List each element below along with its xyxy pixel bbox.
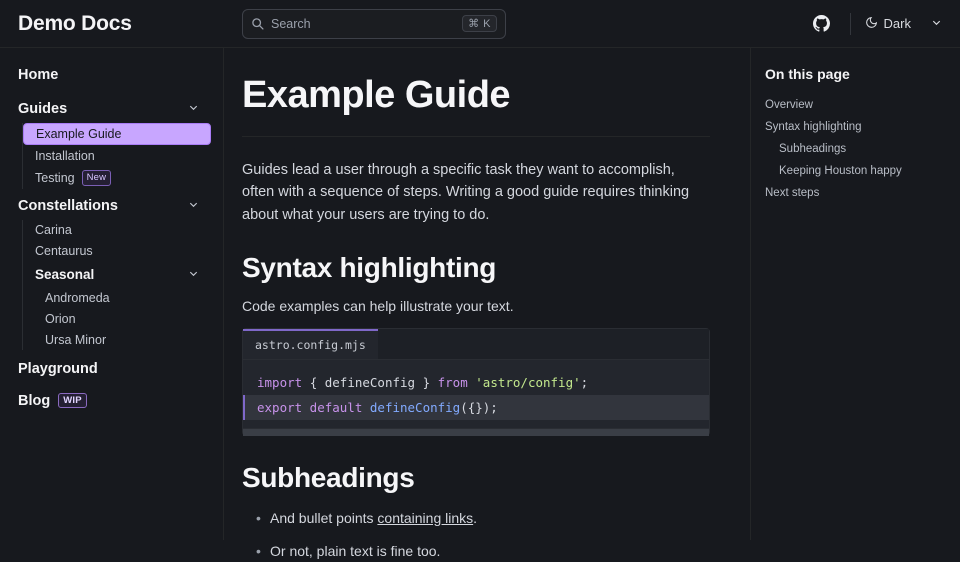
- sidebar-item-label: Blog: [18, 392, 51, 409]
- sidebar-item-carina[interactable]: [23, 220, 211, 240]
- sidebar-item-label: Andromeda: [45, 290, 110, 305]
- code-horizontal-scrollbar[interactable]: [243, 428, 709, 435]
- sidebar-group-constellations: [18, 193, 211, 350]
- page-body: [0, 48, 960, 560]
- sidebar: [0, 48, 224, 540]
- sidebar-item-label: Carina: [35, 222, 72, 237]
- sidebar-subgroup-items: [23, 288, 211, 350]
- toc-item-keeping-houston-happy[interactable]: Keeping Houston happy: [779, 165, 902, 178]
- sidebar-item-ursa-minor[interactable]: [23, 330, 211, 350]
- theme-label: Dark: [883, 16, 911, 31]
- sidebar-group-items: [22, 220, 211, 350]
- list-item-text-post: .: [473, 510, 478, 527]
- search-placeholder: Search: [271, 16, 311, 31]
- theme-selector[interactable]: [859, 12, 948, 36]
- search-shortcut-kbd: ⌘ K: [462, 15, 497, 32]
- toc-item-syntax-highlighting[interactable]: Syntax highlighting: [765, 121, 862, 134]
- sidebar-group-label: Guides: [18, 101, 68, 117]
- list-item-text: Or not, plain text is fine too.: [270, 543, 441, 560]
- sidebar-group-header-seasonal[interactable]: [23, 262, 211, 287]
- sidebar-item-home[interactable]: Home: [18, 67, 59, 83]
- sidebar-group-label: Constellations: [18, 197, 118, 214]
- code-line: import { defineConfig } from 'astro/config';: [257, 375, 589, 391]
- search-input[interactable]: [242, 9, 506, 39]
- github-icon[interactable]: [802, 0, 842, 48]
- main-content: [224, 48, 750, 560]
- moon-icon: [865, 16, 878, 32]
- sidebar-group-items: [22, 123, 211, 189]
- code-block: [242, 328, 710, 436]
- sidebar-item-label: Example Guide: [36, 127, 122, 141]
- chevron-down-icon: [188, 101, 199, 117]
- bullet-list: [242, 508, 710, 562]
- code-content: [243, 360, 709, 428]
- toc-item-overview[interactable]: Overview: [765, 99, 813, 111]
- sidebar-group-header-constellations[interactable]: [18, 193, 211, 219]
- sidebar-item-example-guide[interactable]: [23, 123, 211, 145]
- sidebar-item-installation[interactable]: [23, 146, 211, 166]
- inline-link[interactable]: containing links: [377, 510, 474, 527]
- sidebar-group-guides: [18, 96, 211, 189]
- search-container: [242, 9, 506, 39]
- header-divider: [850, 13, 851, 35]
- list-item-text: And bullet points: [270, 510, 378, 527]
- sidebar-item-playground[interactable]: [18, 356, 211, 382]
- chevron-down-icon: [931, 16, 942, 31]
- site-title[interactable]: Demo Docs: [18, 11, 132, 35]
- code-line-highlighted: export default defineConfig({});: [243, 395, 709, 420]
- sidebar-group-header-guides[interactable]: [18, 96, 211, 122]
- header-actions: [802, 0, 960, 47]
- chevron-down-icon: [188, 267, 199, 282]
- sidebar-item-blog[interactable]: [18, 388, 211, 414]
- table-of-contents: [750, 48, 960, 540]
- page-title: Example Guide: [242, 74, 710, 137]
- toc-title: On this page: [765, 66, 850, 82]
- intro-paragraph: Guides lead a user through a specific task they want to accomplish, often with a sequence of steps. Writing a good guide requires thinking about what your users are trying to do.: [242, 161, 690, 223]
- sidebar-item-orion[interactable]: [23, 309, 211, 329]
- heading-syntax-highlighting: Syntax highlighting: [242, 252, 497, 284]
- sidebar-item-label: Orion: [45, 311, 76, 326]
- search-icon: [251, 17, 264, 30]
- chevron-down-icon: [188, 198, 199, 214]
- top-header: [0, 0, 960, 48]
- code-tab-filename[interactable]: astro.config.mjs: [243, 329, 378, 359]
- sidebar-item-label: Ursa Minor: [45, 332, 107, 347]
- status-badge-wip: WIP: [58, 393, 87, 409]
- status-badge-new: New: [82, 170, 112, 186]
- sidebar-item-andromeda[interactable]: [23, 288, 211, 308]
- sidebar-item-centaurus[interactable]: [23, 241, 211, 261]
- sidebar-item-label: Playground: [18, 360, 98, 377]
- list-item: [270, 508, 710, 529]
- sidebar-item-label: Centaurus: [35, 243, 93, 258]
- sidebar-item-label: Installation: [35, 149, 95, 163]
- sidebar-group-label: Seasonal: [35, 266, 95, 282]
- paragraph-code-examples: Code examples can help illustrate your text.: [242, 298, 514, 315]
- list-item: [270, 541, 710, 562]
- sidebar-item-label: Testing: [35, 170, 75, 185]
- toc-item-next-steps[interactable]: Next steps: [765, 187, 820, 200]
- toc-item-subheadings[interactable]: Subheadings: [779, 143, 847, 156]
- sidebar-item-testing[interactable]: [23, 167, 211, 189]
- heading-subheadings: Subheadings: [242, 462, 415, 494]
- code-tab-bar: [243, 329, 709, 360]
